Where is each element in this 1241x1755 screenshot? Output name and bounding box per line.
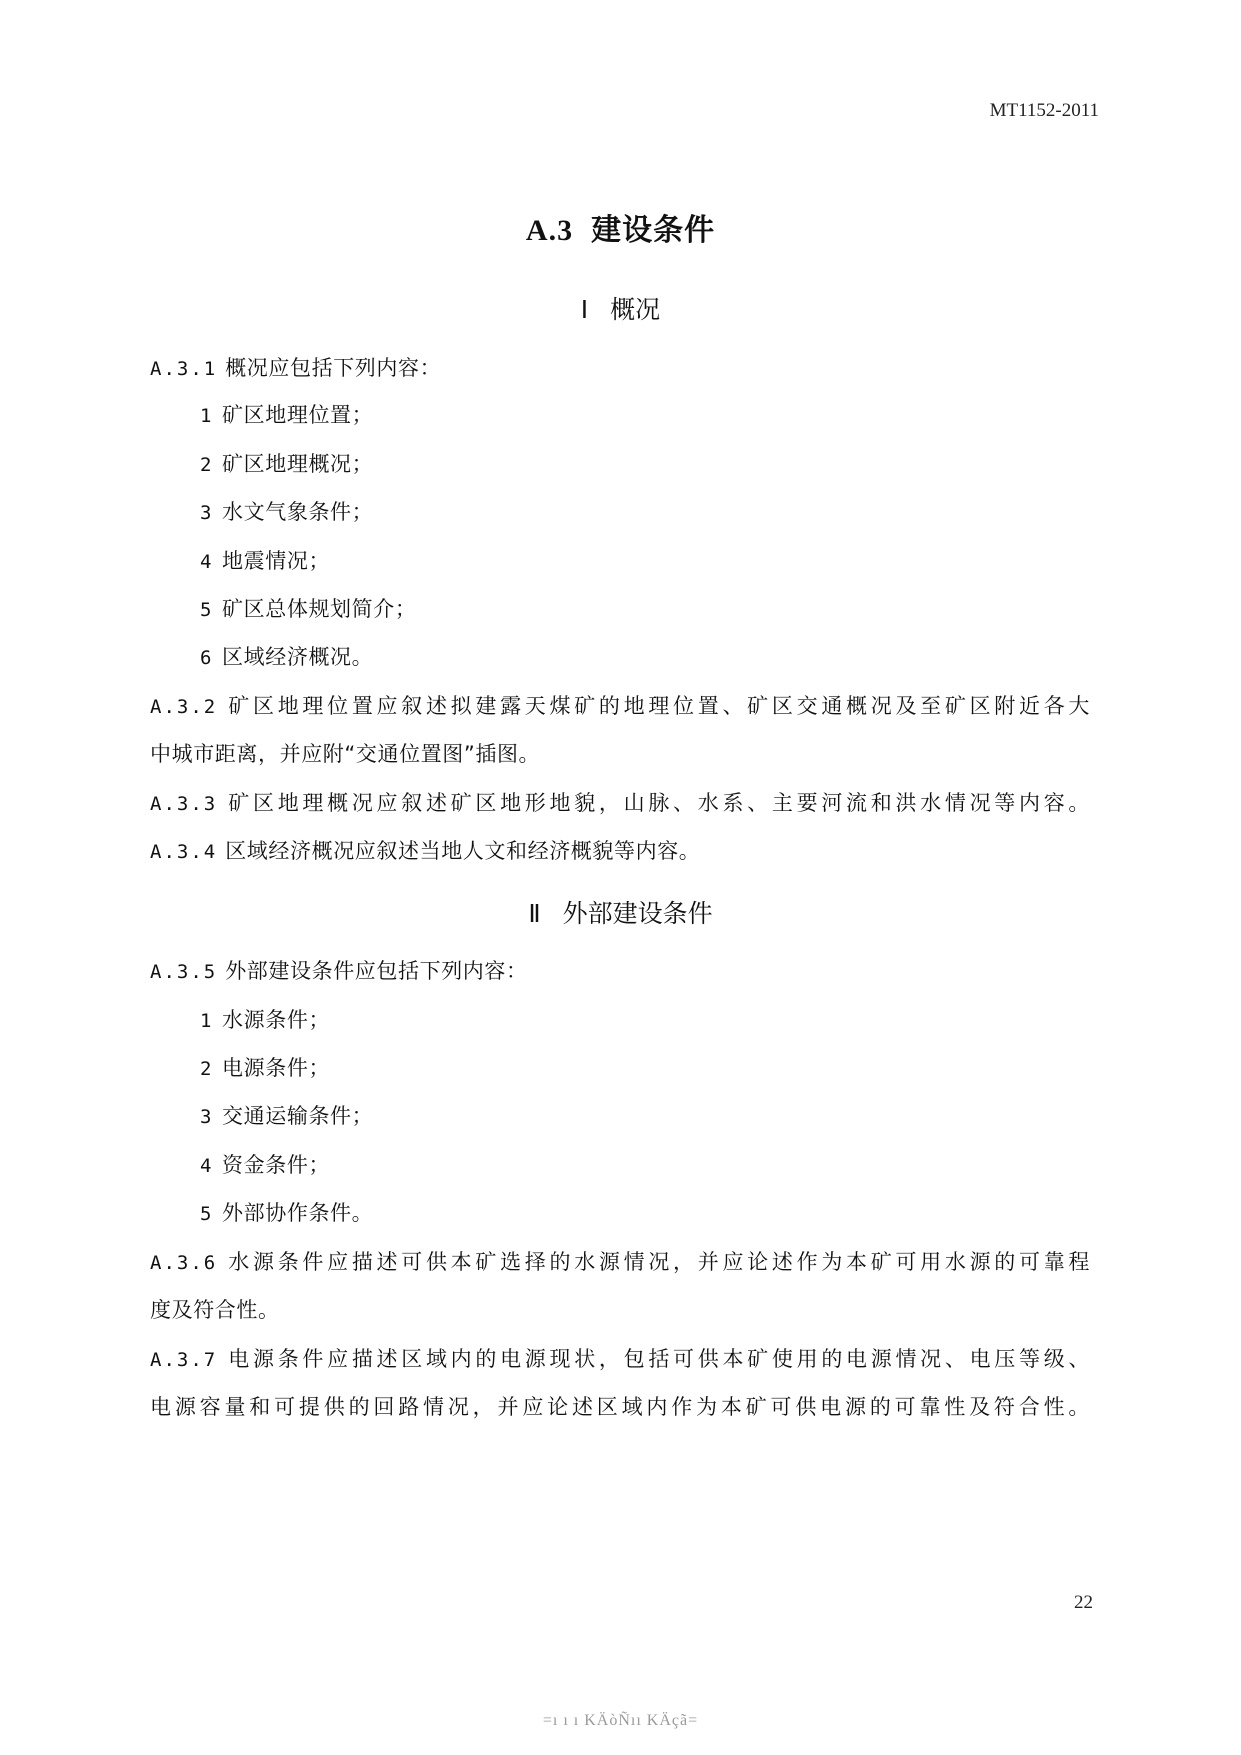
clause-text: 矿区地理位置应叙述拟建露天煤矿的地理位置、矿区交通概况及至矿区附近各大 (225, 694, 1090, 718)
list-item (200, 1100, 1140, 1130)
clause-text: 中城市距离，并应附“交通位置图”插图。 (150, 742, 541, 766)
item-text: 水源条件； (222, 1008, 331, 1032)
list-item (200, 1052, 1140, 1082)
section-roman-2: Ⅱ (528, 901, 541, 928)
item-text: 矿区地理位置； (222, 403, 374, 427)
title-text: 建设条件 (591, 213, 716, 248)
clause-number: A.3.3 (150, 793, 218, 815)
section-roman-1: Ⅰ (580, 297, 589, 324)
item-number: 1 (200, 405, 213, 427)
section-heading-1 (0, 290, 1241, 326)
clause-a36-line1 (150, 1246, 1090, 1276)
clause-text: 区域经济概况应叙述当地人文和经济概貌等内容。 (225, 839, 701, 863)
list-item (200, 496, 1140, 526)
clause-a32-line2 (150, 738, 1090, 768)
item-number: 1 (200, 1010, 213, 1032)
item-text: 矿区地理概况； (222, 452, 374, 476)
list-item (200, 1004, 1140, 1034)
item-text: 地震情况； (222, 549, 331, 573)
item-number: 6 (200, 647, 213, 669)
clause-text: 度及符合性。 (150, 1298, 280, 1322)
clause-a32-line1 (150, 690, 1090, 720)
list-item (200, 399, 1140, 429)
clause-text: 外部建设条件应包括下列内容： (225, 959, 528, 983)
document-code: MT1152-2011 (989, 100, 1099, 121)
list-item (200, 641, 1140, 671)
section-title-2: 外部建设条件 (562, 899, 713, 928)
item-number: 3 (200, 502, 213, 524)
section-title-1: 概况 (610, 295, 661, 324)
item-text: 资金条件； (222, 1153, 331, 1177)
item-text: 电源条件； (222, 1056, 331, 1080)
list-item (200, 448, 1140, 478)
clause-a33 (150, 787, 1090, 817)
clause-number: A.3.5 (150, 961, 218, 983)
item-number: 4 (200, 551, 213, 573)
clause-number: A.3.2 (150, 696, 218, 718)
clause-a36-line2 (150, 1294, 1090, 1324)
clause-a35 (150, 955, 1090, 985)
page-number: 22 (1074, 1592, 1093, 1613)
item-number: 4 (200, 1155, 213, 1177)
clause-text: 概况应包括下列内容： (225, 356, 442, 380)
item-text: 外部协作条件。 (222, 1201, 374, 1225)
clause-a37-line2 (150, 1391, 1090, 1421)
list-item (200, 545, 1140, 575)
clause-text: 电源容量和可提供的回路情况，并应论述区域内作为本矿可供电源的可靠性及符合性。 (150, 1395, 1090, 1419)
list-item (200, 593, 1140, 623)
item-text: 区域经济概况。 (222, 645, 374, 669)
item-text: 矿区总体规划简介； (222, 597, 417, 621)
item-number: 2 (200, 1058, 213, 1080)
item-number: 5 (200, 1203, 213, 1225)
list-item (200, 1149, 1140, 1179)
page-title (0, 205, 1241, 249)
clause-text: 水源条件应描述可供本矿选择的水源情况，并应论述作为本矿可用水源的可靠程 (225, 1250, 1090, 1274)
clause-text: 电源条件应描述区域内的电源现状，包括可供本矿使用的电源情况、电压等级、 (225, 1347, 1090, 1371)
clause-a31 (150, 352, 1090, 382)
footer-watermark: =ı ı ı KÄòÑıı KÄçã= (542, 1712, 699, 1729)
item-text: 水文气象条件； (222, 500, 374, 524)
clause-number: A.3.1 (150, 358, 218, 380)
clause-text: 矿区地理概况应叙述矿区地形地貌，山脉、水系、主要河流和洪水情况等内容。 (225, 791, 1090, 815)
title-number: A.3 (525, 214, 574, 247)
clause-number: A.3.6 (150, 1252, 218, 1274)
item-number: 3 (200, 1106, 213, 1128)
list-item (200, 1197, 1140, 1227)
clause-number: A.3.4 (150, 841, 218, 863)
clause-a34 (150, 835, 1090, 865)
item-number: 2 (200, 454, 213, 476)
item-number: 5 (200, 599, 213, 621)
section-heading-2 (0, 894, 1241, 930)
item-text: 交通运输条件； (222, 1104, 374, 1128)
clause-a37-line1 (150, 1343, 1090, 1373)
clause-number: A.3.7 (150, 1349, 218, 1371)
